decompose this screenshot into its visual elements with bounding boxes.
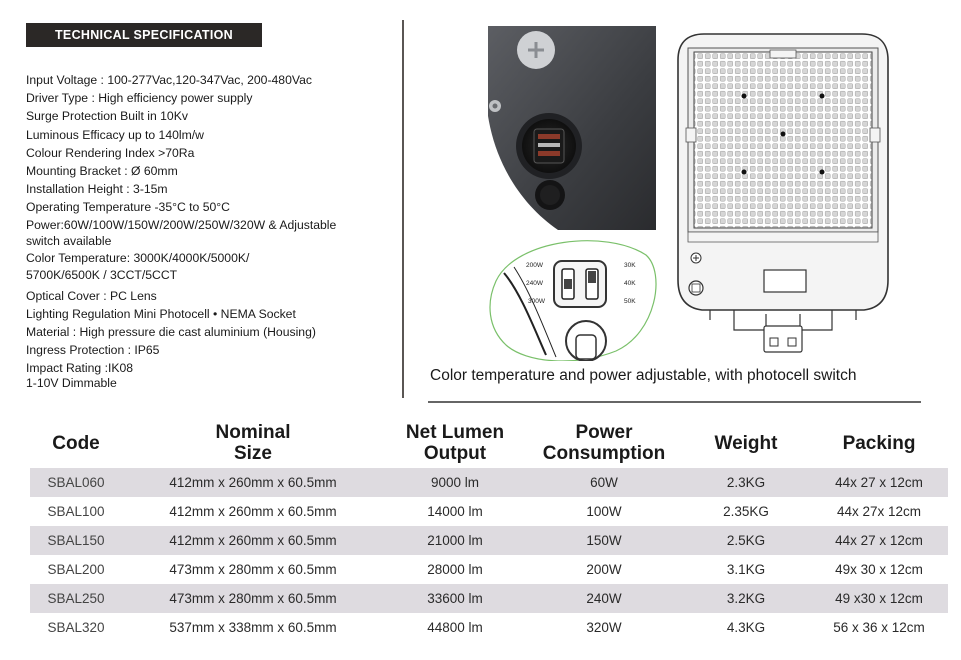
cell-weight: 4.3KG — [726, 620, 766, 635]
spec-line: Installation Height : 3-15m — [26, 182, 168, 197]
switch-label-300w: 300W — [528, 298, 545, 305]
cell-power: 240W — [526, 584, 682, 613]
cell-packing: 44x 27x 12cm — [836, 504, 922, 519]
switch-label-40k: 40K — [624, 280, 636, 287]
table-row — [30, 555, 948, 584]
cell-size: 473mm x 280mm x 60.5mm — [122, 584, 384, 613]
spec-line: Colour Rendering Index >70Ra — [26, 145, 195, 160]
cell-weight: 2.3KG — [682, 468, 810, 497]
spec-line: Material : High pressure die cast aluminium (Housing) — [26, 325, 316, 340]
cell-size: 412mm x 260mm x 60.5mm — [169, 504, 337, 519]
spec-line: 5700K/6500K / 3CCT/5CCT — [26, 267, 178, 282]
image-caption: Color temperature and power adjustable, with photocell switch — [430, 367, 857, 384]
switch-label-200w: 200W — [526, 262, 543, 269]
header-power: Power Consumption — [542, 422, 666, 464]
section-title-badge: TECHNICAL SPECIFICATION — [26, 23, 262, 47]
cell-power: 320W — [586, 620, 622, 635]
cell-packing: 49 x30 x 12cm — [810, 584, 948, 613]
spec-line: Ingress Protection : IP65 — [26, 343, 160, 358]
cct-power-switch-closeup — [486, 233, 660, 361]
spec-line: Mounting Bracket : Ø 60mm — [26, 164, 178, 179]
table-row — [30, 584, 948, 613]
cell-weight: 2.5KG — [682, 526, 810, 555]
horizontal-divider — [428, 401, 921, 403]
table-header-row — [30, 418, 948, 468]
cell-packing: 44x 27 x 12cm — [810, 526, 948, 555]
header-code: Code — [52, 432, 100, 454]
cell-size: 473mm x 280mm x 60.5mm — [169, 562, 337, 577]
header-net-lumen: Net Lumen Output — [405, 422, 505, 464]
cell-lumen: 33600 lm — [384, 584, 526, 613]
header-packing: Packing — [842, 432, 916, 454]
switch-label-30k: 30K — [624, 262, 636, 269]
cell-power: 200W — [586, 562, 622, 577]
photocell-socket-photo — [488, 26, 656, 230]
cell-packing: 44x 27 x 12cm — [810, 468, 948, 497]
fixture-front-drawing — [674, 30, 892, 360]
cell-code: SBAL320 — [47, 620, 105, 635]
cell-packing: 49x 30 x 12cm — [835, 562, 923, 577]
spec-line: Lighting Regulation Mini Photocell • NEMA Socket — [26, 306, 296, 321]
cell-code: SBAL060 — [30, 468, 122, 497]
cell-weight: 2.35KG — [723, 504, 769, 519]
cell-lumen: 9000 lm — [384, 468, 526, 497]
cell-size: 412mm x 260mm x 60.5mm — [122, 526, 384, 555]
table-row — [30, 526, 948, 555]
cell-lumen: 28000 lm — [427, 562, 483, 577]
spec-line: Optical Cover : PC Lens — [26, 288, 157, 303]
cell-code: SBAL200 — [47, 562, 105, 577]
cell-power: 150W — [526, 526, 682, 555]
header-weight: Weight — [714, 432, 778, 454]
cell-code: SBAL250 — [30, 584, 122, 613]
cell-size: 412mm x 260mm x 60.5mm — [122, 468, 384, 497]
table-row — [30, 497, 948, 526]
table-row — [30, 613, 948, 642]
table-row — [30, 468, 948, 497]
spec-line: Color Temperature: 3000K/4000K/5000K/ — [26, 250, 250, 265]
vertical-divider — [402, 20, 404, 398]
spec-line: Luminous Efficacy up to 140lm/w — [26, 127, 204, 142]
spec-line: switch available — [26, 233, 112, 248]
cell-size: 537mm x 338mm x 60.5mm — [169, 620, 337, 635]
spec-line: Impact Rating :IK08 — [26, 361, 134, 376]
spec-line: Driver Type : High efficiency power supply — [26, 91, 253, 106]
spec-line: Power:60W/100W/150W/200W/250W/320W & Adjustable — [26, 217, 337, 232]
cell-code: SBAL100 — [47, 504, 105, 519]
cell-power: 60W — [526, 468, 682, 497]
model-table — [30, 418, 948, 642]
switch-label-50k: 50K — [624, 298, 636, 305]
cell-power: 100W — [586, 504, 622, 519]
spec-line: 1-10V Dimmable — [26, 376, 117, 391]
cell-weight: 3.1KG — [726, 562, 766, 577]
cell-packing: 56 x 36 x 12cm — [833, 620, 925, 635]
cell-lumen: 21000 lm — [384, 526, 526, 555]
cell-lumen: 44800 lm — [427, 620, 483, 635]
cell-lumen: 14000 lm — [427, 504, 483, 519]
spec-line: Operating Temperature -35°C to 50°C — [26, 200, 230, 215]
spec-list — [26, 71, 396, 391]
header-nominal-size: Nominal Size — [215, 422, 291, 464]
cell-weight: 3.2KG — [682, 584, 810, 613]
spec-line: Surge Protection Built in 10Kv — [26, 109, 188, 124]
switch-label-240w: 240W — [526, 280, 543, 287]
spec-line: Input Voltage : 100-277Vac,120-347Vac, 200-480Vac — [26, 73, 312, 87]
cell-code: SBAL150 — [30, 526, 122, 555]
